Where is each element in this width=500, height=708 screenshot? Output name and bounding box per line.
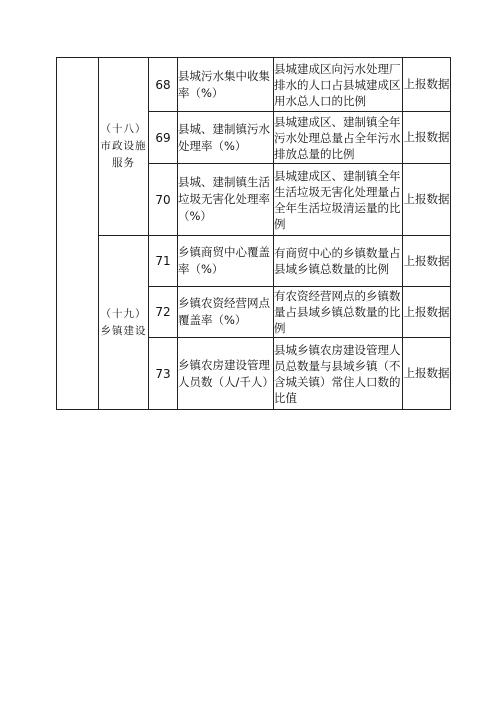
category-cell: （十九）乡镇建设: [99, 236, 149, 410]
table-row: [57, 58, 451, 112]
section-blank-cell: [57, 58, 99, 410]
data-source: 上报数据: [403, 164, 451, 236]
indicator-description: 县城建成区向污水处理厂排水的人口占县城建成区用水总人口的比例: [274, 58, 403, 112]
indicator-number: 71: [149, 236, 178, 287]
indicator-description: 有农资经营网点的乡镇数量占县域乡镇总数量的比例: [274, 287, 403, 338]
indicator-name: 县城、建制镇生活垃圾无害化处理率（%）: [178, 164, 274, 236]
indicator-name: 县城、建制镇污水处理率（%）: [178, 112, 274, 164]
indicator-number: 73: [149, 338, 178, 410]
indicator-description: 县城乡镇农房建设管理人员总数量与县域乡镇（不含城关镇）常住人口数的比值: [274, 338, 403, 410]
indicator-description: 县城建成区、建制镇全年污水处理总量占全年污水排放总量的比例: [274, 112, 403, 164]
indicator-number: 69: [149, 112, 178, 164]
data-source: 上报数据: [403, 112, 451, 164]
indicator-description: 县城建成区、建制镇全年生活垃圾无害化处理量占全年生活垃圾清运量的比例: [274, 164, 403, 236]
data-source: 上报数据: [403, 338, 451, 410]
category-cell: （十八）市政设施服务: [99, 58, 149, 236]
indicator-number: 68: [149, 58, 178, 112]
data-source: 上报数据: [403, 287, 451, 338]
indicator-name: 乡镇农资经营网点覆盖率（%）: [178, 287, 274, 338]
indicator-name: 县城污水集中收集率（%）: [178, 58, 274, 112]
indicator-description: 有商贸中心的乡镇数量占县域乡镇总数量的比例: [274, 236, 403, 287]
indicator-number: 70: [149, 164, 178, 236]
table-row: [57, 236, 451, 287]
indicator-name: 乡镇商贸中心覆盖率（%）: [178, 236, 274, 287]
indicator-name: 乡镇农房建设管理人员数（人/千人）: [178, 338, 274, 410]
indicator-number: 72: [149, 287, 178, 338]
data-source: 上报数据: [403, 236, 451, 287]
data-source: 上报数据: [403, 58, 451, 112]
indicator-table: [56, 57, 451, 410]
